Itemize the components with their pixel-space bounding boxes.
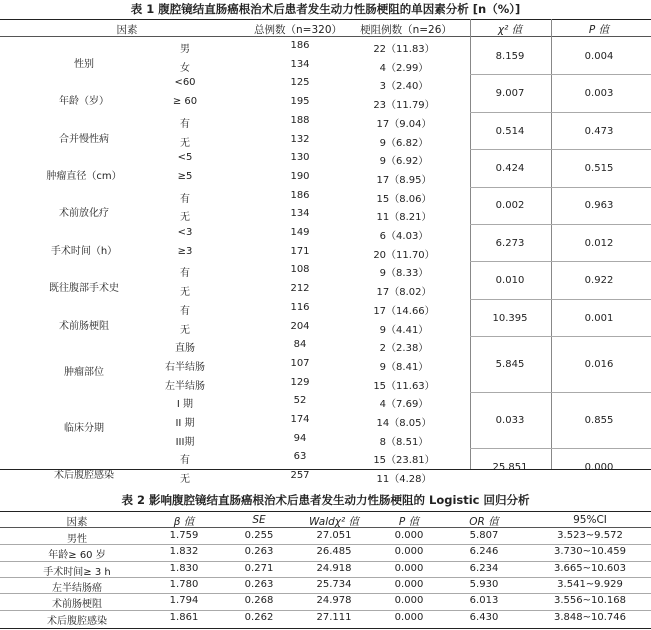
table2-cell-ci: 3.541~9.929 bbox=[557, 578, 623, 590]
total-count: 63 bbox=[293, 451, 307, 463]
case-count: 11（4.28） bbox=[376, 474, 432, 486]
level-label: 有 bbox=[180, 305, 190, 317]
table2-cell-se: 0.268 bbox=[244, 595, 274, 607]
table2-cell-p: 0.000 bbox=[394, 578, 424, 590]
table2-cell-wald: 24.978 bbox=[316, 595, 352, 607]
chi-value: 5.845 bbox=[495, 359, 525, 371]
p-value: 0.000 bbox=[584, 462, 614, 474]
table1-header-chi: χ² 值 bbox=[497, 24, 523, 36]
table2-cell-p: 0.000 bbox=[394, 546, 424, 558]
total-count: 186 bbox=[290, 189, 310, 201]
row-separator bbox=[470, 224, 651, 225]
table2-cell-ci: 3.556~10.168 bbox=[554, 595, 626, 607]
factor-label: 手术时间（h） bbox=[50, 245, 118, 257]
p-value: 0.855 bbox=[584, 415, 614, 427]
table2-cell-se: 0.255 bbox=[244, 530, 274, 541]
chi-value: 0.514 bbox=[495, 125, 525, 137]
table2-cell-beta: 1.830 bbox=[169, 562, 199, 574]
table2-cell-or: 6.246 bbox=[469, 546, 499, 558]
row-separator bbox=[0, 593, 651, 594]
table1-header-total: 总例数（n=320） bbox=[254, 24, 342, 36]
p-value: 0.004 bbox=[584, 50, 614, 62]
total-count: 125 bbox=[290, 77, 310, 89]
table2-cell-ci: 3.730~10.459 bbox=[554, 546, 626, 558]
case-count: 17（9.04） bbox=[376, 118, 432, 130]
table1-header-cases: 梗阻例数（n=26） bbox=[360, 24, 452, 36]
case-count: 9（8.33） bbox=[379, 268, 429, 280]
chi-value: 8.159 bbox=[495, 50, 525, 62]
chi-value: 6.273 bbox=[495, 237, 525, 249]
total-count: 132 bbox=[290, 133, 310, 145]
case-count: 4（2.99） bbox=[379, 62, 429, 74]
chi-value: 0.033 bbox=[495, 415, 525, 427]
table2-bottom-rule bbox=[0, 628, 651, 629]
total-count: 134 bbox=[290, 58, 310, 70]
table2-header-factor: 因素 bbox=[66, 516, 88, 528]
chi-value: 0.010 bbox=[495, 275, 525, 287]
factor-label: 肿瘤部位 bbox=[64, 367, 104, 379]
table1-caption: 表 1 腹腔镜结直肠癌根治术后患者发生动力性肠梗阻的单因素分析 [n（%）] bbox=[130, 2, 521, 16]
table2-cell-se: 0.262 bbox=[244, 611, 274, 623]
level-label: ≥ 60 bbox=[172, 96, 198, 108]
total-count: 149 bbox=[290, 227, 310, 238]
level-label: 无 bbox=[180, 212, 190, 224]
table2-caption: 表 2 影响腹腔镜结直肠癌根治术后患者发生动力性肠梗阻的 Logistic 回归分析 bbox=[121, 493, 530, 507]
table2-cell-beta: 1.759 bbox=[169, 530, 199, 541]
total-count: 174 bbox=[290, 414, 310, 425]
level-label: ≥5 bbox=[177, 170, 193, 182]
level-label: 有 bbox=[180, 268, 190, 280]
chi-value: 0.424 bbox=[495, 162, 525, 174]
chi-value: 0.002 bbox=[495, 200, 525, 212]
table2-cell-ci: 3.665~10.603 bbox=[554, 562, 626, 574]
factor-label: 合并慢性病 bbox=[59, 133, 109, 145]
case-count: 23（11.79） bbox=[373, 100, 435, 112]
total-count: 257 bbox=[290, 470, 310, 482]
table2-cell-or: 6.234 bbox=[469, 562, 499, 574]
level-label: II 期 bbox=[175, 418, 195, 429]
total-count: 52 bbox=[293, 395, 307, 407]
p-value: 0.922 bbox=[584, 275, 614, 287]
case-count: 9（6.82） bbox=[379, 137, 429, 149]
table2-cell-p: 0.000 bbox=[394, 611, 424, 623]
total-count: 108 bbox=[290, 264, 310, 276]
row-separator bbox=[470, 299, 651, 300]
factor-label: 年龄（岁） bbox=[59, 96, 109, 108]
case-count: 17（8.02） bbox=[376, 287, 432, 299]
case-count: 2（2.38） bbox=[379, 343, 429, 355]
table2-header-ci: 95%CI bbox=[573, 514, 607, 526]
level-label: 无 bbox=[180, 137, 190, 149]
level-label: 无 bbox=[180, 474, 190, 486]
row-separator bbox=[0, 561, 651, 562]
table1-top-rule bbox=[0, 19, 651, 20]
total-count: 130 bbox=[290, 152, 310, 164]
case-count: 8（8.51） bbox=[379, 436, 429, 448]
case-count: 17（14.66） bbox=[373, 305, 435, 317]
case-count: 15（11.63） bbox=[373, 380, 435, 392]
table2-header-beta: β 值 bbox=[173, 516, 195, 528]
case-count: 15（8.06） bbox=[376, 193, 432, 205]
level-label: 右半结肠 bbox=[165, 361, 205, 373]
factor-label: 肿瘤直径（cm） bbox=[46, 170, 122, 182]
case-count: 9（4.41） bbox=[379, 324, 429, 336]
chi-value: 10.395 bbox=[492, 312, 528, 324]
table2-cell-ci: 3.848~10.746 bbox=[554, 611, 626, 623]
chi-value: 9.007 bbox=[495, 88, 525, 100]
level-label: 有 bbox=[180, 193, 190, 205]
total-count: 84 bbox=[293, 339, 307, 351]
level-label: 有 bbox=[180, 455, 190, 467]
table2-cell-factor: 术前肠梗阻 bbox=[52, 599, 102, 611]
level-label: 无 bbox=[180, 324, 190, 336]
table2-cell-wald: 25.734 bbox=[316, 578, 352, 590]
total-count: 129 bbox=[290, 376, 310, 388]
table2-cell-p: 0.000 bbox=[394, 530, 424, 541]
factor-label: 临床分期 bbox=[64, 423, 104, 435]
table2-cell-beta: 1.794 bbox=[169, 595, 199, 607]
case-count: 6（4.03） bbox=[379, 231, 429, 242]
table2-cell-or: 5.807 bbox=[469, 530, 499, 541]
case-count: 4（7.69） bbox=[379, 399, 429, 411]
table2-cell-beta: 1.832 bbox=[169, 546, 199, 558]
level-label: I 期 bbox=[176, 399, 194, 411]
factor-label: 术前肠梗阻 bbox=[59, 320, 109, 332]
row-separator bbox=[470, 149, 651, 150]
row-separator bbox=[470, 336, 651, 337]
table2-cell-ci: 3.523~9.572 bbox=[557, 530, 623, 541]
level-label: 女 bbox=[180, 62, 190, 74]
total-count: 190 bbox=[290, 170, 310, 182]
factor-label: 术前放化疗 bbox=[59, 208, 109, 220]
total-count: 107 bbox=[290, 357, 310, 369]
table2-cell-wald: 27.051 bbox=[316, 530, 352, 541]
table2-cell-se: 0.271 bbox=[244, 562, 274, 574]
table1-header-p: P 值 bbox=[588, 24, 610, 36]
table2-cell-factor: 手术时间≥ 3 h bbox=[43, 566, 111, 578]
level-label: 有 bbox=[180, 118, 190, 130]
table2-header-p: P 值 bbox=[398, 516, 420, 528]
case-count: 15（23.81） bbox=[373, 455, 435, 467]
factor-label: 性别 bbox=[74, 58, 94, 70]
case-count: 14（8.05） bbox=[376, 418, 432, 429]
row-separator bbox=[470, 261, 651, 262]
level-label: 直肠 bbox=[175, 343, 195, 355]
case-count: 3（2.40） bbox=[379, 81, 429, 93]
case-count: 11（8.21） bbox=[376, 212, 432, 224]
case-count: 20（11.70） bbox=[373, 249, 435, 261]
table2-cell-p: 0.000 bbox=[394, 595, 424, 607]
row-separator bbox=[0, 544, 651, 545]
level-label: III期 bbox=[175, 436, 195, 448]
level-label: ≥3 bbox=[177, 245, 193, 257]
table2-cell-p: 0.000 bbox=[394, 562, 424, 574]
table2-cell-or: 6.013 bbox=[469, 595, 499, 607]
level-label: 无 bbox=[180, 287, 190, 299]
row-separator bbox=[470, 74, 651, 75]
table2-header-se: SE bbox=[252, 514, 266, 526]
p-value: 0.473 bbox=[584, 125, 614, 137]
table1-col-divider bbox=[551, 19, 552, 469]
total-count: 94 bbox=[293, 432, 307, 444]
row-separator bbox=[470, 112, 651, 113]
row-separator bbox=[470, 187, 651, 188]
table2-top-rule bbox=[0, 511, 651, 512]
table2-cell-beta: 1.780 bbox=[169, 578, 199, 590]
case-count: 17（8.95） bbox=[376, 174, 432, 186]
row-separator bbox=[470, 392, 651, 393]
total-count: 188 bbox=[290, 114, 310, 126]
p-value: 0.012 bbox=[584, 237, 614, 249]
total-count: 204 bbox=[290, 320, 310, 332]
level-label: 男 bbox=[180, 44, 190, 55]
case-count: 22（11.83） bbox=[373, 44, 435, 55]
table2-cell-wald: 26.485 bbox=[316, 546, 352, 558]
row-separator bbox=[0, 577, 651, 578]
table2-cell-wald: 24.918 bbox=[316, 562, 352, 574]
table2-cell-factor: 左半结肠癌 bbox=[52, 582, 102, 594]
p-value: 0.016 bbox=[584, 359, 614, 371]
factor-label: 术后腹腔感染 bbox=[54, 470, 114, 482]
row-separator bbox=[470, 448, 651, 449]
total-count: 116 bbox=[290, 301, 310, 313]
p-value: 0.963 bbox=[584, 200, 614, 212]
level-label: 左半结肠 bbox=[165, 380, 205, 392]
table1-bottom-rule bbox=[0, 469, 651, 470]
p-value: 0.515 bbox=[584, 162, 614, 174]
p-value: 0.001 bbox=[584, 312, 614, 324]
level-label: <60 bbox=[174, 77, 196, 89]
table2-cell-beta: 1.861 bbox=[169, 611, 199, 623]
chi-value: 25.851 bbox=[492, 462, 528, 474]
table2-cell-wald: 27.111 bbox=[316, 611, 352, 623]
total-count: 186 bbox=[290, 40, 310, 51]
table2-cell-se: 0.263 bbox=[244, 578, 274, 590]
total-count: 134 bbox=[290, 208, 310, 220]
table1-col-divider bbox=[470, 19, 471, 469]
table2-cell-se: 0.263 bbox=[244, 546, 274, 558]
total-count: 195 bbox=[290, 96, 310, 108]
table2-header-or: OR 值 bbox=[469, 516, 499, 528]
level-label: <5 bbox=[177, 152, 193, 164]
case-count: 9（8.41） bbox=[379, 361, 429, 373]
level-label: <3 bbox=[177, 227, 193, 238]
total-count: 171 bbox=[290, 245, 310, 257]
case-count: 9（6.92） bbox=[379, 156, 429, 168]
total-count: 212 bbox=[290, 283, 310, 295]
table2-cell-factor: 年龄≥ 60 岁 bbox=[48, 550, 106, 562]
table2-cell-factor: 术后腹腔感染 bbox=[47, 615, 107, 627]
table2-cell-or: 6.430 bbox=[469, 611, 499, 623]
p-value: 0.003 bbox=[584, 88, 614, 100]
table1-header-factor: 因素 bbox=[116, 24, 138, 36]
factor-label: 既往腹部手术史 bbox=[49, 283, 119, 295]
row-separator bbox=[0, 610, 651, 611]
table2-cell-or: 5.930 bbox=[469, 578, 499, 590]
table2-header-wald: Waldχ² 值 bbox=[308, 516, 360, 528]
table2-cell-factor: 男性 bbox=[67, 534, 87, 545]
